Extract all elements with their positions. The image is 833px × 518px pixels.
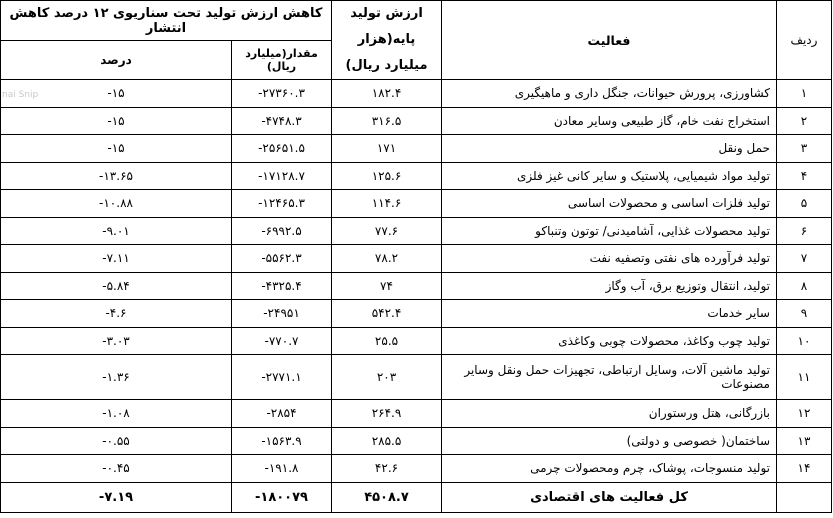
row-percent: -۱.۳۶ xyxy=(1,355,232,400)
row-number: ۶ xyxy=(777,217,832,245)
table-row xyxy=(1,190,832,218)
row-base-value: ۱۷۱ xyxy=(332,135,442,163)
row-activity: تولید، انتقال وتوزیع برق، آب وگاز xyxy=(442,272,777,300)
row-activity: تولید چوب وکاغذ، محصولات چوبی وکاغذی xyxy=(442,327,777,355)
row-number: ۲ xyxy=(777,107,832,135)
row-number: ۱۰ xyxy=(777,327,832,355)
row-amount: -۴۷۴۸.۳ xyxy=(232,107,332,135)
row-activity: سایر خدمات xyxy=(442,300,777,328)
row-percent: -۱۰.۸۸ xyxy=(1,190,232,218)
row-amount: -۱۹۱.۸ xyxy=(232,455,332,483)
row-percent: -۰.۵۵ xyxy=(1,427,232,455)
row-amount: -۲۸۵۴ xyxy=(232,400,332,428)
table-body xyxy=(1,80,832,513)
table-row xyxy=(1,162,832,190)
row-number: ۱۳ xyxy=(777,427,832,455)
row-base-value: ۴۲.۶ xyxy=(332,455,442,483)
row-activity: تولید فلزات اساسی و محصولات اساسی xyxy=(442,190,777,218)
row-number: ۹ xyxy=(777,300,832,328)
row-number: ۳ xyxy=(777,135,832,163)
row-number: ۱۴ xyxy=(777,455,832,483)
row-amount: -۲۷۷۱.۱ xyxy=(232,355,332,400)
row-amount: -۶۹۹۲.۵ xyxy=(232,217,332,245)
table-row xyxy=(1,427,832,455)
row-activity: تولید فرآورده های نفتی وتصفیه نفت xyxy=(442,245,777,273)
row-amount: -۲۵۶۵۱.۵ xyxy=(232,135,332,163)
row-amount: -۲۴۹۵۱ xyxy=(232,300,332,328)
row-activity: ساختمان( خصوصی و دولتی) xyxy=(442,427,777,455)
table-row xyxy=(1,80,832,108)
row-percent: -۴.۶ xyxy=(1,300,232,328)
row-percent: -۱۵ xyxy=(1,80,232,108)
row-activity: استخراج نفت خام، گاز طبیعی وسایر معادن xyxy=(442,107,777,135)
watermark: nai Snip xyxy=(2,90,39,100)
table-row xyxy=(1,355,832,400)
row-amount: -۱۷۱۲۸.۷ xyxy=(232,162,332,190)
table-row xyxy=(1,327,832,355)
row-activity: بازرگانی، هتل ورستوران xyxy=(442,400,777,428)
row-activity: کشاورزی، پرورش حیوانات، جنگل داری و ماهیگیری xyxy=(442,80,777,108)
table-row xyxy=(1,300,832,328)
row-number: ۵ xyxy=(777,190,832,218)
table-row xyxy=(1,455,832,483)
header-percent: درصد xyxy=(1,41,232,80)
table-row xyxy=(1,217,832,245)
table-row xyxy=(1,245,832,273)
row-base-value: ۷۴ xyxy=(332,272,442,300)
total-row xyxy=(1,482,832,512)
row-amount: -۲۷۳۶۰.۳ xyxy=(232,80,332,108)
row-base-value: ۲۵.۵ xyxy=(332,327,442,355)
row-activity: تولید محصولات غذایی، آشامیدنی/ توتون وتنباکو xyxy=(442,217,777,245)
row-percent: -۷.۱۱ xyxy=(1,245,232,273)
row-percent: -۱.۰۸ xyxy=(1,400,232,428)
row-percent: -۵.۸۴ xyxy=(1,272,232,300)
row-base-value: ۱۱۴.۶ xyxy=(332,190,442,218)
table-row xyxy=(1,135,832,163)
row-number: ۴ xyxy=(777,162,832,190)
row-percent: -۹.۰۱ xyxy=(1,217,232,245)
total-amount: -۱۸۰۰۷۹ xyxy=(232,482,332,512)
row-percent: -۱۵ xyxy=(1,107,232,135)
row-base-value: ۱۲۵.۶ xyxy=(332,162,442,190)
table-row xyxy=(1,107,832,135)
row-amount: -۴۳۲۵.۴ xyxy=(232,272,332,300)
row-base-value: ۲۸۵.۵ xyxy=(332,427,442,455)
row-base-value: ۳۱۶.۵ xyxy=(332,107,442,135)
row-activity: تولید مواد شیمیایی، پلاستیک و سایر کانی غیز فلزی xyxy=(442,162,777,190)
total-base-value: ۴۵۰۸.۷ xyxy=(332,482,442,512)
row-percent: -۰.۴۵ xyxy=(1,455,232,483)
row-activity: تولید ماشین آلات، وسایل ارتباطی، تجهیزات حمل ونقل وسایر مصنوعات xyxy=(442,355,777,400)
total-activity: کل فعالیت های اقتصادی xyxy=(442,482,777,512)
row-percent: -۱۳.۶۵ xyxy=(1,162,232,190)
row-activity: حمل ونقل xyxy=(442,135,777,163)
header-reduction: کاهش ارزش تولید تحت سناریوی ۱۲ درصد کاهش انتشار xyxy=(1,1,332,41)
row-base-value: ۷۷.۶ xyxy=(332,217,442,245)
row-number: ۱ xyxy=(777,80,832,108)
row-number: ۱۲ xyxy=(777,400,832,428)
row-percent: -۳.۰۳ xyxy=(1,327,232,355)
header-amount: مقدار(میلیارد ریال) xyxy=(232,41,332,80)
row-base-value: ۵۴۲.۴ xyxy=(332,300,442,328)
row-number: ۷ xyxy=(777,245,832,273)
total-percent: -۷.۱۹ xyxy=(1,482,232,512)
table-row xyxy=(1,272,832,300)
row-percent: -۱۵ xyxy=(1,135,232,163)
total-number xyxy=(777,482,832,512)
row-base-value: ۱۸۲.۴ xyxy=(332,80,442,108)
row-base-value: ۷۸.۲ xyxy=(332,245,442,273)
row-activity: تولید منسوجات، پوشاک، چرم ومحصولات چرمی xyxy=(442,455,777,483)
row-amount: -۵۵۶۲.۳ xyxy=(232,245,332,273)
row-base-value: ۲۰۳ xyxy=(332,355,442,400)
row-amount: -۱۲۴۶۵.۳ xyxy=(232,190,332,218)
row-number: ۸ xyxy=(777,272,832,300)
header-radif: ردیف xyxy=(777,1,832,80)
row-number: ۱۱ xyxy=(777,355,832,400)
table-row xyxy=(1,400,832,428)
header-base-value: ارزش تولید پایه(هزار میلیارد ریال) xyxy=(332,1,442,80)
row-base-value: ۲۶۴.۹ xyxy=(332,400,442,428)
row-amount: -۱۵۶۳.۹ xyxy=(232,427,332,455)
header-activity: فعالیت xyxy=(442,1,777,80)
row-amount: -۷۷۰.۷ xyxy=(232,327,332,355)
